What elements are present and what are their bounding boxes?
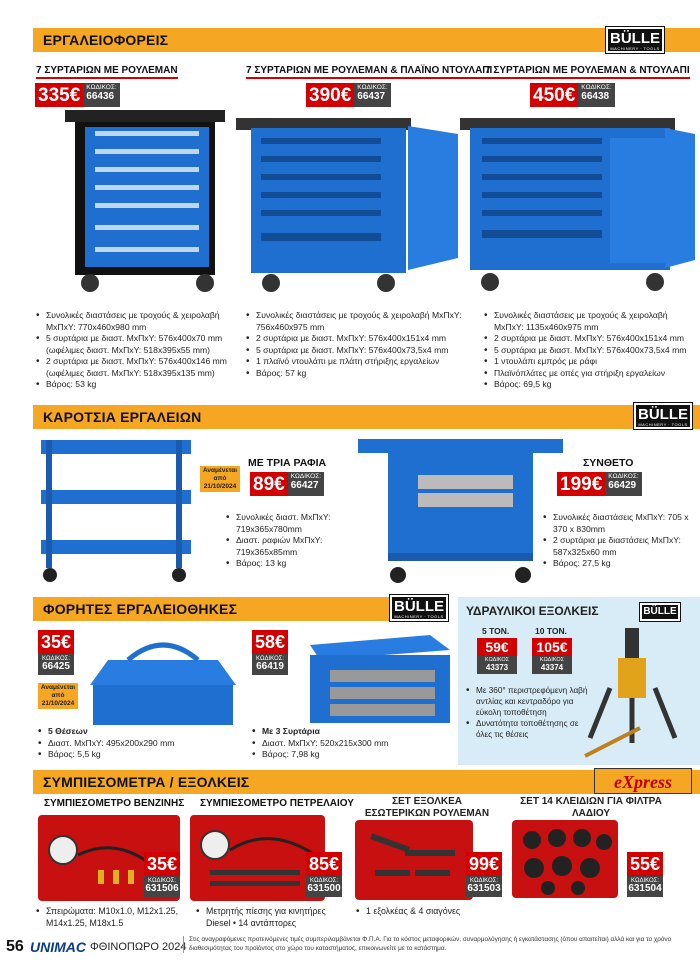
bulle-logo: BÜLLE MACHINERY · TOOLS: [390, 595, 448, 621]
tonnage-label: 5 ΤΟΝ.: [482, 626, 510, 636]
spec-list: [196, 906, 346, 929]
diesel-compression-kit-image: [190, 815, 325, 901]
spec-item: • Δυνατότητα τοποθέτησης σε όλες τις θέσεις: [466, 718, 596, 740]
spec-item: • Συνολικές διαστ. ΜxΠxΥ: 719x365x780mm: [226, 512, 356, 535]
spec-item: • Με 360° περιστρεφόμενη λαβή αντλίας και κεντραδόρο για εύκολη τοποθέτηση: [466, 685, 596, 718]
spec-list: [38, 726, 238, 761]
hydraulic-puller-image: [580, 618, 692, 758]
spec-item: • Βάρος: 27,5 kg: [543, 558, 693, 570]
kit-title: ΣΕΤ 14 ΚΛΕΙΔΙΩΝ ΓΙΑ ΦΙΛΤΡΑ ΛΑΔΙΟΥ: [520, 796, 662, 819]
spec-item: • Συνολικές διαστάσεις με τροχούς & χειρολαβή ΜxΠxΥ: 770x460x980 mm: [36, 310, 231, 333]
price-tag: 390€ ΚΩΔΙΚΟΣ: 66437: [306, 83, 391, 107]
bulle-logo: BÜLLE MACHINERY · TOOLS: [606, 27, 664, 53]
spec-item: • Μετρητής πίεσης για κινητήρες Diesel • 14 αντάπτορες: [196, 906, 346, 929]
price-tag: 59€ ΚΩΔΙΚΟΣ 43373: [477, 638, 517, 674]
spec-item: • 2 συρτάρια με διαστ. ΜxΠxΥ: 576x400x146 mm (ωφέλιμες διαστ. ΜxΠxΥ: 518x395x135 mm): [36, 356, 231, 379]
page-number: 56: [6, 938, 24, 955]
cart-title: ΜΕ ΤΡΙΑ ΡΑΦΙΑ: [248, 457, 327, 469]
spec-item: • 1 εξολκέας & 4 σιαγόνες: [356, 906, 506, 918]
season-label: ΦΘΙΝΟΠΩΡΟ 2024: [90, 941, 187, 953]
spec-item: • Συνολικές διαστάσεις με τροχούς & χειρολαβή ΜxΠxΥ: 756x460x975 mm: [246, 310, 471, 333]
availability-badge: Αναμένεται από 21/10/2024: [200, 466, 240, 492]
spec-item: • 5 συρτάρια με διαστ. ΜxΠxΥ: 576x400x73,5x4 mm: [484, 345, 696, 357]
spec-item: • 2 συρτάρια με διαστ. ΜxΠxΥ: 576x400x151x4 mm: [246, 333, 471, 345]
price-tag: 105€ ΚΩΔΙΚΟΣ 43374: [532, 638, 572, 674]
price-tag: 450€ ΚΩΔΙΚΟΣ: 66438: [530, 83, 615, 107]
kit-title: ΣΕΤ ΕΞΟΛΚΕΑ ΕΣΩΤΕΡΙΚΩΝ ΡΟΥΛΕΜΑΝ: [364, 796, 490, 819]
section-title: ΦΟΡΗΤΕΣ ΕΡΓΑΛΕΙΟΘΗΚΕΣ: [43, 601, 238, 617]
cantilever-toolbox-image: [88, 630, 238, 730]
price-tag: 58€ ΚΩΔΙΚΟΣ: 66419: [252, 630, 288, 675]
spec-item: • 1 ντουλάπι εμπρός με ράφι: [484, 356, 696, 368]
cabinet-title: 7 ΣΥΡΤΑΡΙΩΝ ΜΕ ΡΟΥΛΕΜΑΝ: [36, 65, 178, 79]
spec-list: [484, 310, 696, 391]
spec-item: • 5 συρτάρια με διαστ. ΜxΠxΥ: 576x400x73,5x4 mm: [246, 345, 471, 357]
spec-item: • Συνολικές διαστάσεις ΜxΠxΥ: 705 x 370 x 830mm: [543, 512, 693, 535]
availability-badge: Αναμένεται από 21/10/2024: [38, 683, 78, 709]
price-tag: 89€ ΚΩΔΙΚΟΣ: 66427: [250, 472, 324, 496]
bulle-logo: BÜLLE MACHINERY · TOOLS: [634, 403, 692, 429]
price-tag: 199€ ΚΩΔΙΚΟΣ: 66429: [557, 472, 642, 496]
spec-item: • Βάρος: 69,5 kg: [484, 379, 696, 391]
spec-item: • 2 συρτάρια με διαστάσεις ΜxΠxΥ: 587x325x60 mm: [543, 535, 693, 558]
spec-item: • Βάρος: 57 kg: [246, 368, 471, 380]
spec-item: • Σπειρώματα: M10x1.0, M12x1.25, M14x1.25, M18x1.5: [36, 906, 196, 929]
spec-list: [36, 906, 196, 929]
three-shelf-cart-image: [36, 435, 196, 583]
spec-item: • Συνολικές διαστάσεις με τροχούς & χειρολαβή ΜxΠxΥ: 1135x460x975 mm: [484, 310, 696, 333]
tonnage-label: 10 ΤΟΝ.: [535, 626, 567, 636]
kit-title: ΣΥΜΠΙΕΣΟΜΕΤΡΟ ΠΕΤΡΕΛΑΙΟΥ: [200, 798, 354, 809]
spec-item: • Πλαϊνόπλάτες με οπές για στήριξη εργαλείων: [484, 368, 696, 380]
cart-title: ΣΥΝΘΕΤΟ: [583, 457, 634, 469]
spec-item: • Βάρος: 7,98 kg: [252, 749, 452, 761]
disclaimer-text: Στις αναγραφόμενες προτεινόμενες τιμές συμπεριλαμβάνεται Φ.Π.Α. Για το κόστος μεταφορικών, συναρμολόγησης ή εγκατάστασης (όπου απαιτείται) αλλά και για το χρόνο διαθεσιμότητας του προϊόντος στο χώρο του καταστήματος, επικοινωνείτε με το κατάστημα.: [183, 936, 695, 953]
price-tag: 55€ ΚΩΔΙΚΟΣ: 631504: [627, 852, 663, 897]
spec-list: [356, 906, 506, 918]
spec-list: [36, 310, 231, 391]
section-header-toolboxes: [33, 597, 448, 621]
spec-list: [466, 685, 596, 740]
price-tag: 85€ ΚΩΔΙΚΟΣ: 631500: [306, 852, 342, 897]
section-title: ΕΡΓΑΛΕΙΟΦΟΡΕΙΣ: [43, 32, 169, 48]
tool-cabinet-double-image: [460, 110, 695, 295]
section-header-cabinets: [33, 28, 700, 52]
section-title: ΣΥΜΠΙΕΣΟΜΕΤΡΑ / ΕΞΟΛΚΕΙΣ: [43, 774, 250, 790]
section-title: ΥΔΡΑΥΛΙΚΟΙ ΕΞΟΛΚΕΙΣ: [466, 604, 599, 618]
brand-logo: UNIMAC: [30, 939, 86, 955]
spec-item: • 5 Θέσεων: [38, 726, 238, 738]
spec-item: • 2 συρτάρια με διαστ. ΜxΠxΥ: 576x400x151x4 mm: [484, 333, 696, 345]
composite-cart-image: [358, 435, 563, 587]
spec-item: • Βάρος: 53 kg: [36, 379, 231, 391]
spec-item: • Βάρος: 13 kg: [226, 558, 356, 570]
bulle-logo: BÜLLE: [640, 603, 680, 621]
express-logo: eXpress: [594, 768, 692, 794]
spec-item: • Διαστ. ΜxΠxΥ: 520x215x300 mm: [252, 738, 452, 750]
price-tag: 35€ ΚΩΔΙΚΟΣ: 631506: [144, 852, 180, 897]
price-tag: 35€ ΚΩΔΙΚΟΣ: 66425: [38, 630, 74, 675]
cabinet-title: 7 ΣΥΡΤΑΡΙΩΝ ΜΕ ΡΟΥΛΕΜΑΝ & ΠΛΑΪΝΟ ΝΤΟΥΛΑΠΙ: [246, 65, 492, 79]
spec-item: • 5 συρτάρια με διαστ. ΜxΠxΥ: 576x400x70 mm (ωφέλιμες διαστ. ΜxΠxΥ: 518x395x55 mm): [36, 333, 231, 356]
bearing-puller-set-image: [355, 820, 473, 900]
section-header-carts: [33, 405, 700, 429]
spec-list: [252, 726, 452, 761]
spec-list: [226, 512, 356, 570]
kit-title: ΣΥΜΠΙΕΣΟΜΕΤΡΟ ΒΕΝΖΙΝΗΣ: [44, 798, 185, 809]
spec-item: • Βάρος: 5,5 kg: [38, 749, 238, 761]
tool-cabinet-image: [55, 105, 225, 295]
spec-item: • Με 3 Συρτάρια: [252, 726, 452, 738]
spec-list: [246, 310, 471, 379]
spec-item: • Διαστ. ραφιών ΜxΠxΥ: 719x365x85mm: [226, 535, 356, 558]
spec-item: • 1 πλαϊνό ντουλάπι με πλάτη στήριξης εργαλείων: [246, 356, 471, 368]
drawer-toolbox-image: [300, 625, 452, 725]
price-tag: 335€ ΚΩΔΙΚΟΣ: 66436: [35, 83, 120, 107]
tool-cabinet-side-door-image: [236, 108, 458, 296]
section-title: ΚΑΡΟΤΣΙΑ ΕΡΓΑΛΕΙΩΝ: [43, 409, 202, 425]
cabinet-title: 7 ΣΥΡΤΑΡΙΩΝ ΜΕ ΡΟΥΛΕΜΑΝ & ΝΤΟΥΛΑΠΙ: [485, 65, 690, 79]
spec-list: [543, 512, 693, 570]
oil-filter-wrench-set-image: [512, 820, 618, 898]
price-tag: 99€ ΚΩΔΙΚΟΣ: 631503: [466, 852, 502, 897]
spec-item: • Διαστ. ΜxΠxΥ: 495x200x290 mm: [38, 738, 238, 750]
